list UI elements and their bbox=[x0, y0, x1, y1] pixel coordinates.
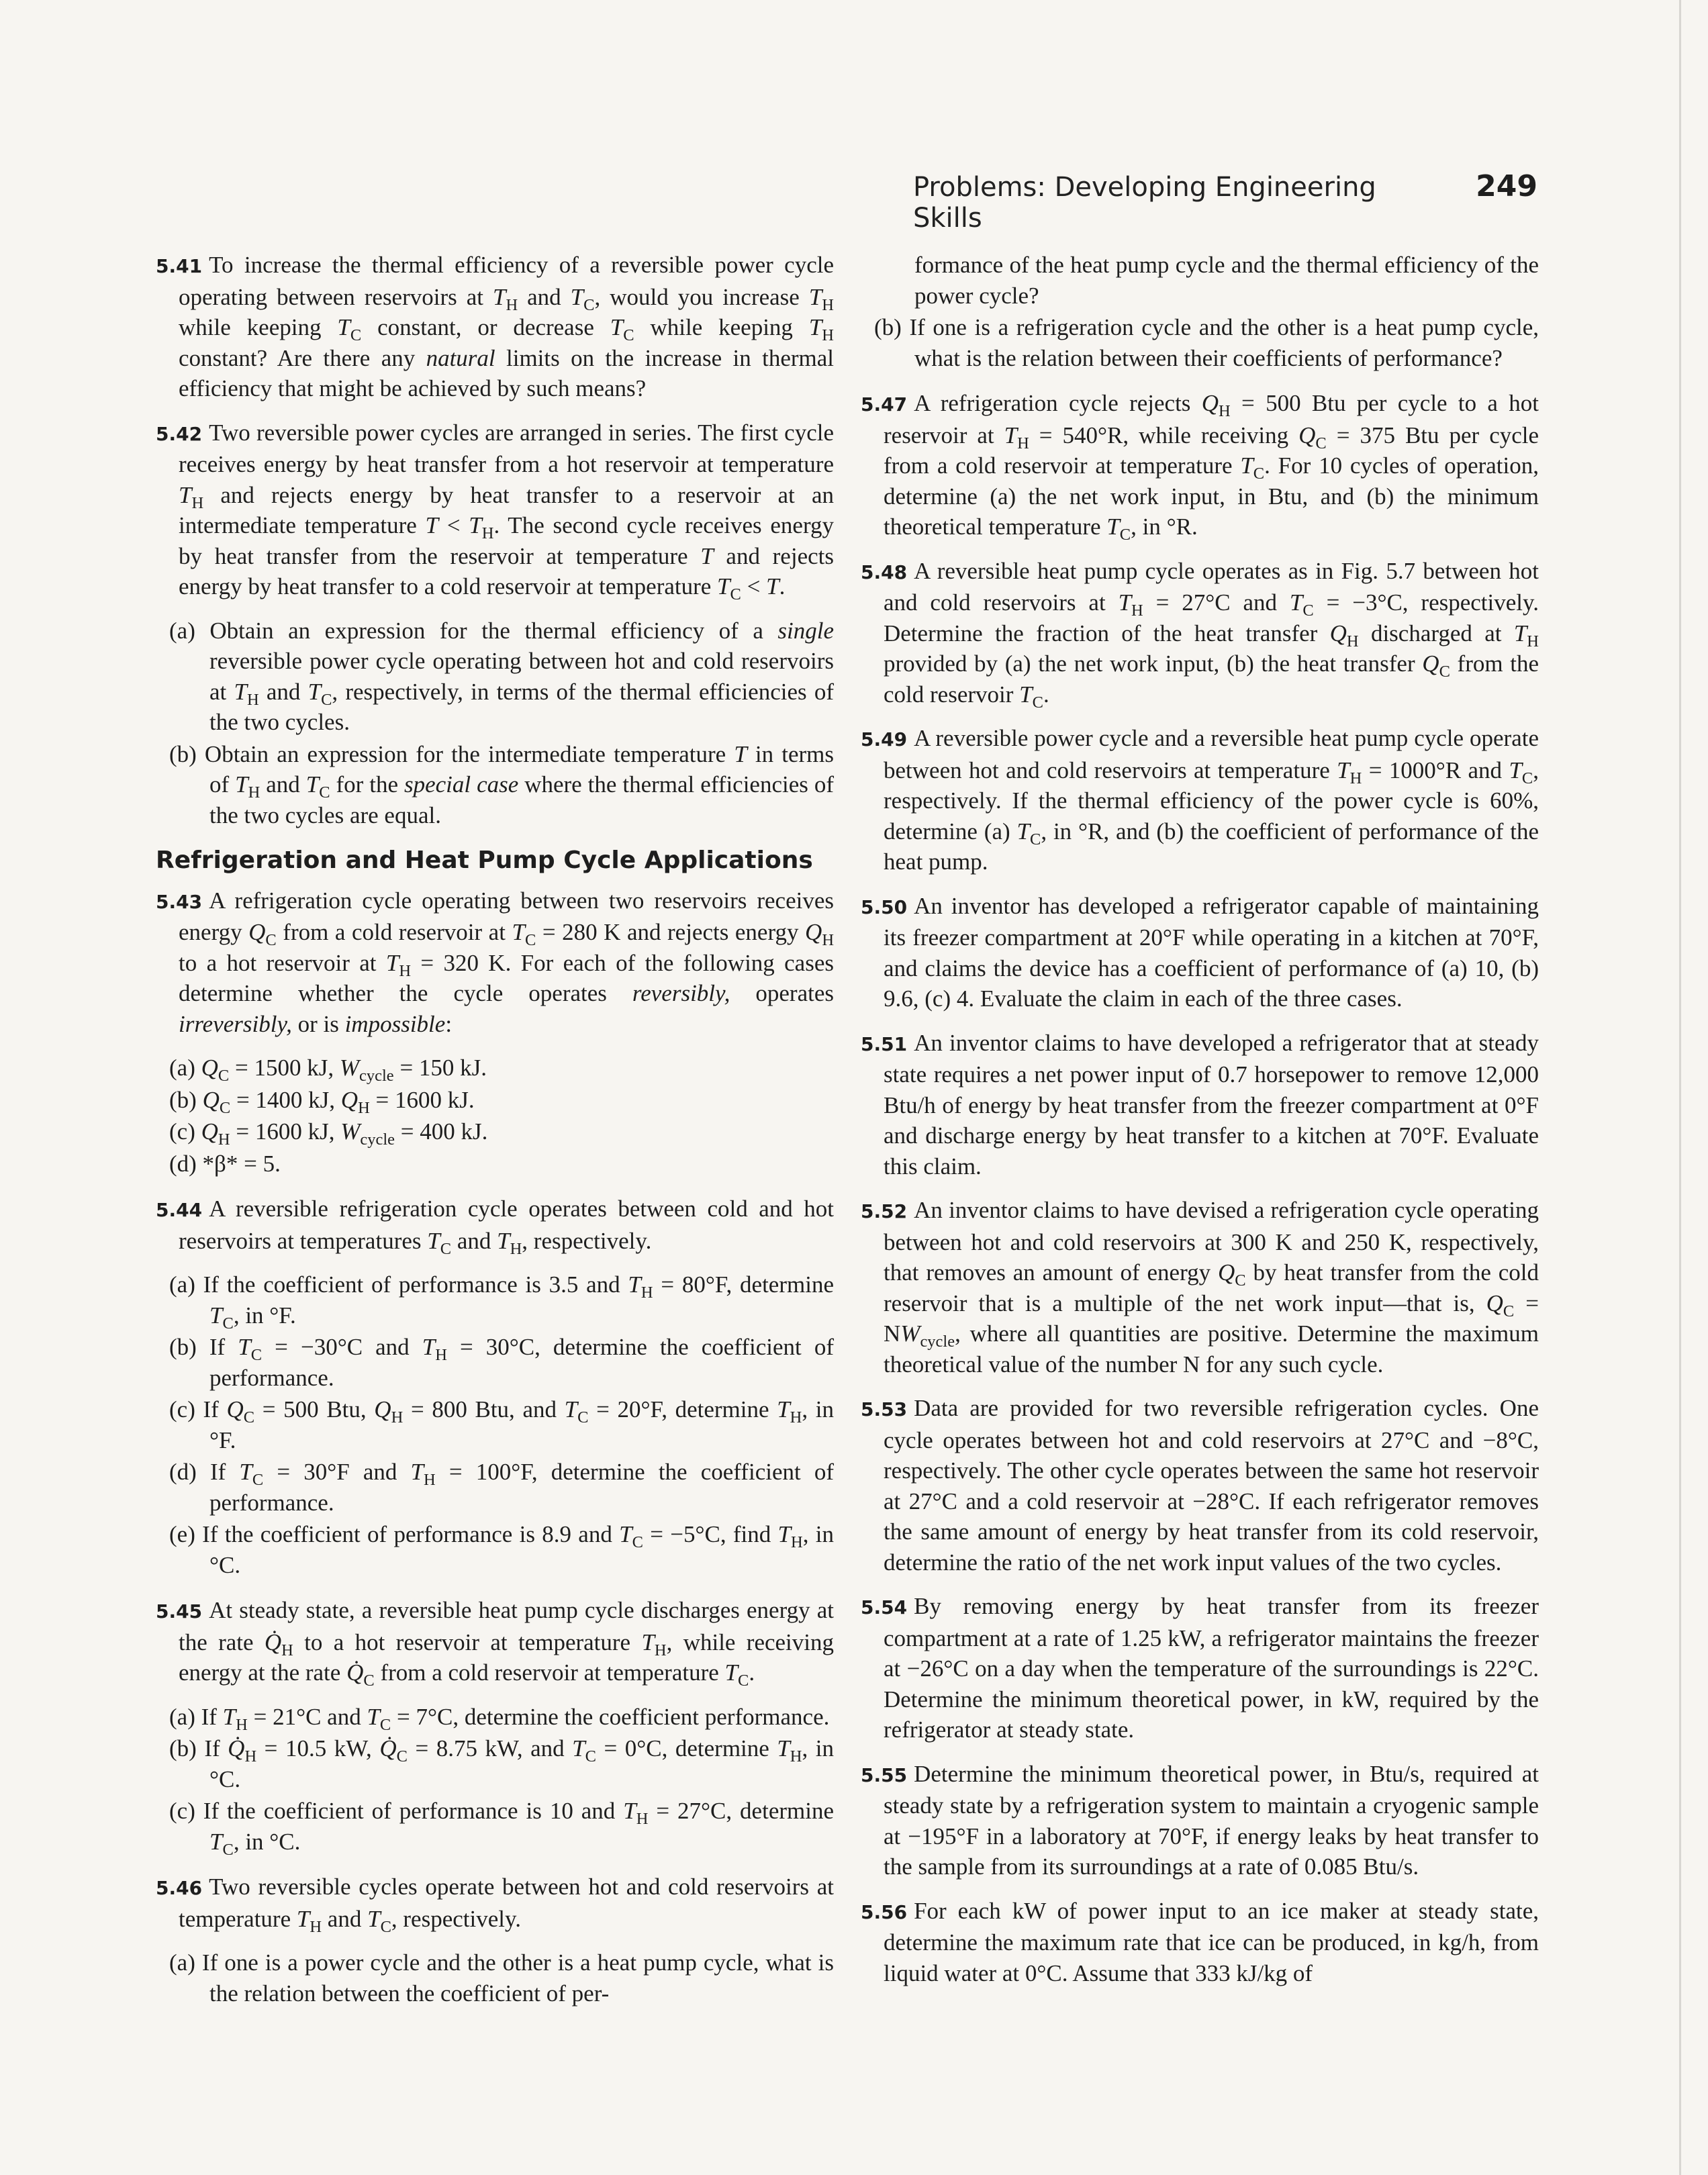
problem-part: (e) If the coefficient of performance is 8.9 and $T_C = -5^\circ C$, find $T_H$, in °C. bbox=[169, 1521, 834, 1578]
problem-text: Two reversible power cycles are arranged in series. The first cycle receives energy by heat transfer from a hot reservoir at temperature $T_H$ and rejects energy by heat transfer to a reservoir at an intermediate temperature $T < T_H$. The second cycle receives energy by heat transfer from the reservoir at temperature T and rejects energy by heat transfer to a cold reservoir at temperature $T_C < T$. bbox=[179, 419, 834, 603]
right-column bbox=[861, 250, 1539, 2002]
problem-part: (b) If one is a refrigeration cycle and the other is a heat pump cycle, what is the relation between their coefficients of performance? bbox=[874, 314, 1539, 371]
problem-statement bbox=[861, 1759, 1539, 1882]
problem-text: A refrigeration cycle rejects $Q_H = 500$ Btu per cycle to a hot reservoir at $T_H = 540^\circ R$, while receiving $Q_C = 375$ Btu per cycle from a cold reservoir at temperature $T_C$. For 10 cycles of operation, determine (a) the net work input, in Btu, and (b) the minimum theoretical temperature $T_C$, in °R. bbox=[884, 390, 1539, 544]
problem-number: 5.49 bbox=[861, 728, 908, 751]
problem-number: 5.52 bbox=[861, 1200, 908, 1222]
problem-part: (c) If the coefficient of performance is 10 and $T_H = 27^\circ C$, determine $T_C$, in °C. bbox=[169, 1798, 834, 1859]
section-heading: Refrigeration and Heat Pump Cycle Applications bbox=[156, 847, 813, 874]
problem-statement bbox=[861, 1195, 1539, 1380]
running-title: Problems: Developing Engineering Skills bbox=[913, 172, 1376, 234]
problem-part: (b) If $T_C = -30^\circ C$ and $T_H = 30^\circ C$, determine the coefficient of performance. bbox=[169, 1334, 834, 1391]
problem-number: 5.43 bbox=[156, 890, 203, 913]
problem-5.55 bbox=[861, 1759, 1539, 1882]
problem-part: (c) If $Q_C = 500$ Btu, $Q_H = 800$ Btu, and $T_C = 20^\circ F$, determine $T_H$, in °F. bbox=[169, 1396, 835, 1453]
problem-5.42 bbox=[156, 418, 834, 831]
problem-text: An inventor has developed a refrigerator capable of maintaining its freezer compartment at 20°F while operating in a kitchen at 70°F, and claims the device has a coefficient of performance of (a) 10, (b) 9.6, (c) 4. Evaluate the claim in each of the three cases. bbox=[884, 892, 1539, 1012]
problem-text: A reversible heat pump cycle operates as in Fig. 5.7 between hot and cold reservoirs at $T_H = 27^\circ C$ and $T_C = -3^\circ C$, respectively. Determine the fraction of the heat transfer $Q_H$ discharged at $T_H$ provided by (a) the net work input, (b) the heat transfer $Q_C$ from the cold reservoir $T_C$. bbox=[884, 557, 1539, 712]
problem-5.46 bbox=[156, 1872, 834, 2009]
problem-5.50 bbox=[861, 891, 1539, 1014]
problem-statement bbox=[861, 388, 1539, 542]
problem-part: (a) $Q_C = 1500$ kJ, $W_{cycle} = 150$ kJ. bbox=[169, 1055, 487, 1085]
problem-5.43 bbox=[156, 885, 834, 1179]
page-edge bbox=[1679, 0, 1681, 2175]
page-number: 249 bbox=[1476, 169, 1537, 203]
problem-part: (a) If $T_H = 21^\circ C$ and $T_C = 7^\circ C$, determine the coefficient performance. bbox=[169, 1703, 830, 1734]
problem-5.48 bbox=[861, 556, 1539, 710]
problem-statement bbox=[861, 1896, 1539, 1989]
problem-number: 5.51 bbox=[861, 1032, 908, 1055]
problem-number: 5.44 bbox=[156, 1199, 203, 1221]
problem-part: (a) If one is a power cycle and the other is a heat pump cycle, what is the relation between the coefficient of per- bbox=[169, 1949, 834, 2007]
problem-5.41 bbox=[156, 250, 834, 404]
problem-number: 5.48 bbox=[861, 561, 908, 583]
problem-text: Two reversible cycles operate between hot and cold reservoirs at temperature $T_H$ and $T_C$, respectively. bbox=[179, 1874, 834, 1936]
problem-statement bbox=[156, 418, 834, 602]
problem-statement bbox=[861, 1393, 1539, 1578]
problem-part: (c) $Q_H = 1600$ kJ, $W_{cycle} = 400$ kJ. bbox=[169, 1118, 488, 1149]
problem-statement bbox=[861, 556, 1539, 710]
problem-5.52 bbox=[861, 1195, 1539, 1380]
problem-statement bbox=[156, 1872, 834, 1934]
problem-5.47 bbox=[861, 388, 1539, 542]
problem-part: (a) If the coefficient of performance is 3.5 and $T_H = 80^\circ F$, determine $T_C$, in °F. bbox=[169, 1271, 834, 1333]
problem-5.56 bbox=[861, 1896, 1539, 1989]
problem-number: 5.41 bbox=[156, 255, 203, 277]
problem-number: 5.55 bbox=[861, 1763, 908, 1786]
problem-number: 5.45 bbox=[156, 1600, 203, 1623]
problem-part: (d) *β* = 5. bbox=[169, 1150, 281, 1177]
problem-number: 5.42 bbox=[156, 422, 203, 445]
problem-part: (b) $Q_C = 1400$ kJ, $Q_H = 1600$ kJ. bbox=[169, 1086, 475, 1117]
problem-text: A refrigeration cycle operating between two reservoirs receives energy $Q_C$ from a cold reservoir at $T_C = 280$ K and rejects energy $Q_H$ to a hot reservoir at $T_H = 320$ K. For each of the following cases determine whether the cycle operates reversibly, operates irreversibly, or is impossible: bbox=[179, 887, 835, 1037]
page-header bbox=[913, 169, 1537, 234]
problem-5.54 bbox=[861, 1591, 1539, 1745]
problem-5.53 bbox=[861, 1393, 1539, 1578]
problem-statement bbox=[861, 891, 1539, 1014]
problem-part: (b) If $Q̇_H = 10.5$ kW, $Q̇_C = 8.75$ kW, and $T_C = 0^\circ C$, determine $T_H$, in °C. bbox=[169, 1735, 834, 1792]
problem-statement bbox=[156, 885, 834, 1040]
problem-statement bbox=[156, 1194, 834, 1256]
problem-statement bbox=[861, 723, 1539, 877]
problem-statement bbox=[861, 1028, 1539, 1182]
problem-statement bbox=[156, 1595, 834, 1688]
problem-number: 5.47 bbox=[861, 393, 908, 416]
problem-part: formance of the heat pump cycle and the thermal efficiency of the power cycle? bbox=[914, 252, 1539, 309]
problem-5.45 bbox=[156, 1595, 834, 1857]
problem-number: 5.54 bbox=[861, 1596, 908, 1618]
problem-text: For each kW of power input to an ice maker at steady state, determine the maximum rate that ice can be produced, in kg/h, from liquid water at 0°C. Assume that 333 kJ/kg of bbox=[884, 1897, 1539, 1986]
problem-text: An inventor claims to have devised a refrigeration cycle operating between hot and cold reservoirs at 300 K and 250 K, respectively, that removes an amount of energy $Q_C$ by heat transfer from the cold reservoir that is a multiple of the net work input—that is, $Q_C = NW_{cycle}$, where all quantities are positive. Determine the maximum theoretical value of the number N for any such cycle. bbox=[884, 1197, 1539, 1378]
problem-text: By removing energy by heat transfer from its freezer compartment at a rate of 1.25 kW, a refrigerator maintains the freezer at −26°C on a day when the temperature of the surroundings is 22°C. Determine the minimum theoretical power, in kW, required by the refrigerator at steady state. bbox=[884, 1593, 1539, 1743]
left-column bbox=[156, 250, 834, 2023]
problem-number: 5.53 bbox=[861, 1398, 908, 1420]
problem-number: 5.46 bbox=[156, 1877, 203, 1899]
problem-number: 5.50 bbox=[861, 896, 908, 918]
problem-text: A reversible power cycle and a reversible heat pump cycle operate between hot and cold reservoirs at temperature $T_H = 1000^\circ R$ and $T_C$, respectively. If the thermal efficiency of the power cycle is 60%, determine (a) $T_C$, in °R, and (b) the coefficient of performance of the heat pump. bbox=[884, 725, 1539, 875]
problem-part: (b) Obtain an expression for the intermediate temperature T in terms of $T_H$ and $T_C$ for the special case where the thermal efficiencies of the two cycles are equal. bbox=[169, 740, 834, 828]
problem-text: A reversible refrigeration cycle operates between cold and hot reservoirs at temperatures $T_C$ and $T_H$, respectively. bbox=[179, 1196, 834, 1258]
problem-number: 5.56 bbox=[861, 1900, 908, 1923]
problem-text: Data are provided for two reversible refrigeration cycles. One cycle operates between hot and cold reservoirs at 27°C and −8°C, respectively. The other cycle operates between the same hot reservoir at 27°C and a cold reservoir at −28°C. If each refrigerator removes the same amount of energy by heat transfer from its cold reservoir, determine the ratio of the net work input values of the two cycles. bbox=[884, 1395, 1539, 1576]
problem-5.49 bbox=[861, 723, 1539, 877]
problem-text: To increase the thermal efficiency of a reversible power cycle operating between reservoirs at $T_H$ and $T_C$, would you increase $T_H$ while keeping $T_C$ constant, or decrease $T_C$ while keeping $T_H$ constant? Are there any natural limits on the increase in thermal efficiency that might be achieved by such means? bbox=[179, 252, 834, 401]
problem-text: Determine the minimum theoretical power, in Btu/s, required at steady state by a refrigeration system to maintain a cryogenic sample at −195°F in a laboratory at 70°F, if energy leaks by heat transfer to the sample from its surroundings at a rate of 0.085 Btu/s. bbox=[884, 1760, 1539, 1880]
problem-5.51 bbox=[861, 1028, 1539, 1182]
problem-text: An inventor claims to have developed a refrigerator that at steady state requires a net power input of 0.7 horsepower to remove 12,000 Btu/h of energy by heat transfer from the freezer compartment at 0°F and discharge energy by heat transfer to a kitchen at 70°F. Evaluate this claim. bbox=[884, 1029, 1539, 1179]
problem-5.44 bbox=[156, 1194, 834, 1580]
problem-statement bbox=[861, 1591, 1539, 1745]
problem-statement bbox=[156, 250, 834, 404]
problem-text: At steady state, a reversible heat pump cycle discharges energy at the rate $Q̇_H$ to a hot reservoir at temperature $T_H$, while receiving energy at the rate $Q̇_C$ from a cold reservoir at temperature $T_C$. bbox=[179, 1597, 834, 1690]
problem-continued bbox=[861, 250, 1539, 373]
problem-part: (d) If $T_C = 30^\circ F$ and $T_H = 100^\circ F$, determine the coefficient of performance. bbox=[169, 1459, 834, 1516]
problem-part: (a) Obtain an expression for the thermal efficiency of a single reversible power cycle operating between hot and cold reservoirs at $T_H$ and $T_C$, respectively, in terms of the thermal efficiencies of the two cycles. bbox=[169, 617, 834, 735]
